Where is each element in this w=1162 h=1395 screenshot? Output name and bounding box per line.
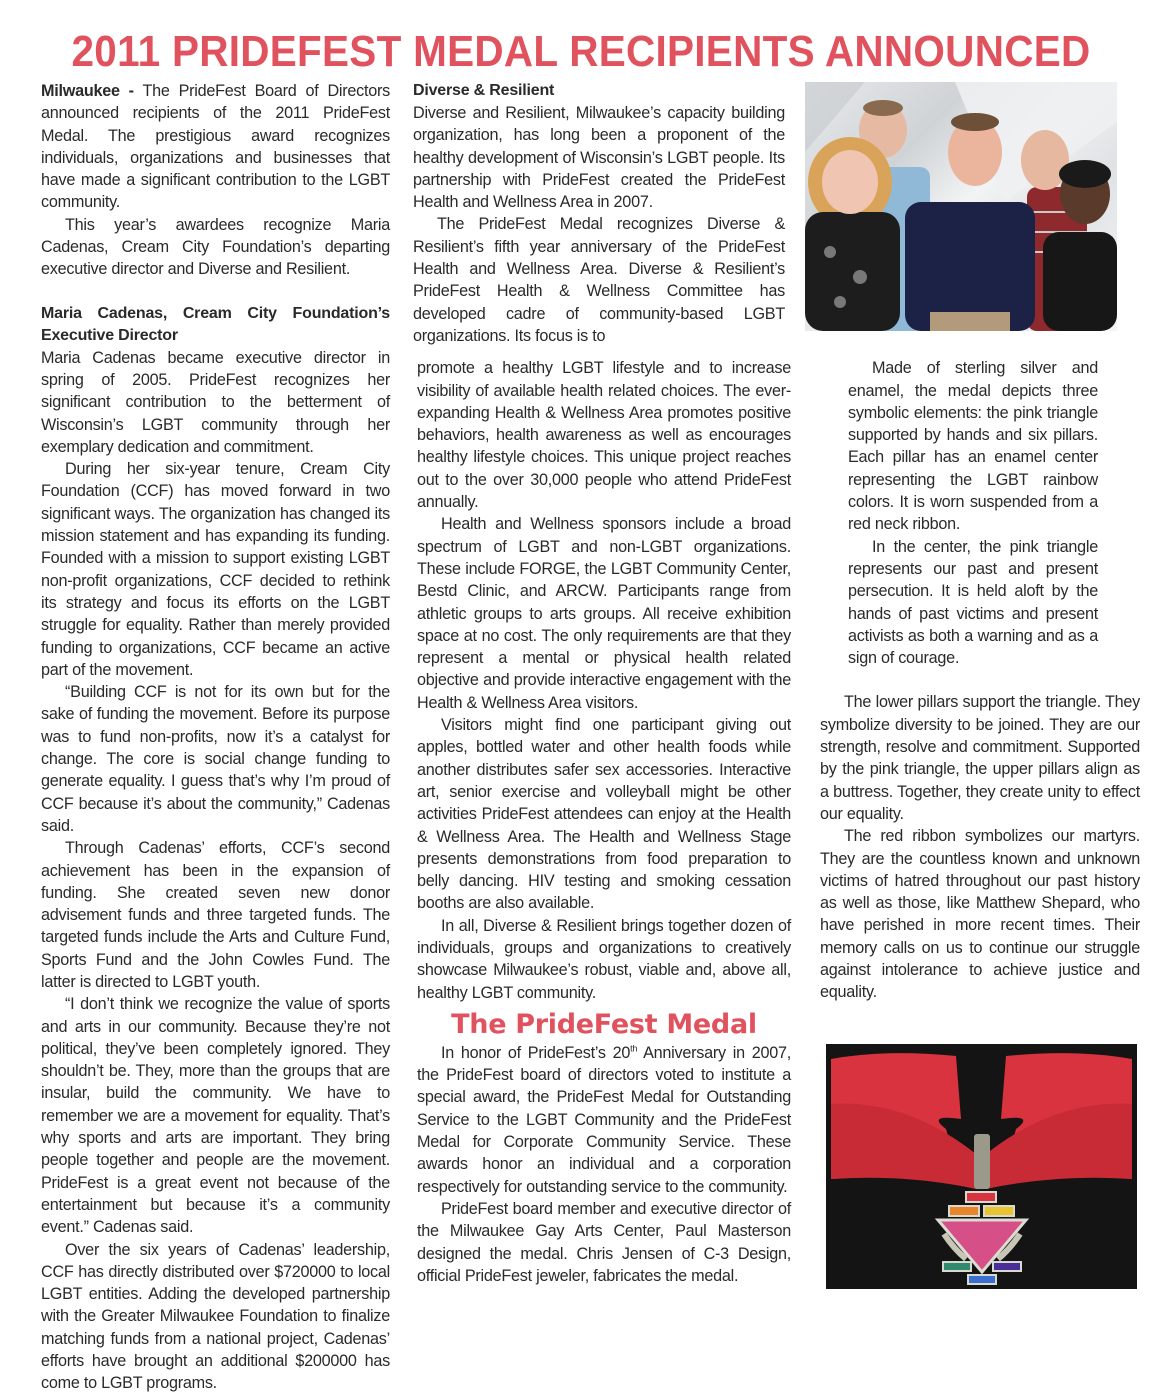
paragraph: Over the six years of Cadenas’ leadership, CCF has directly distributed over $720000 to local LGBT entities. Adding the developed partnership with the Greater Milwaukee Foundation to finalize matching funds from a national project, Cadenas’ efforts have brought an additional $200000 has come to LGBT programs. [41, 1240, 390, 1393]
dateline: Milwaukee - [41, 82, 134, 100]
paragraph: Health and Wellness sponsors include a broad spectrum of LGBT and non-LGBT organizations. These include FORGE, the LGBT Community Center, Bestd Clinic, and ARCW. Participants range from athletic groups to arts groups. All receive exhibition space at no cost. The only requirements are that they represent a mental or physical health related objective and provide interactive engagement with the Health & Wellness Area visitors. [417, 515, 791, 712]
column-3-bottom [820, 691, 1140, 1003]
ordinal-suffix: th [630, 1043, 638, 1054]
group-photo [805, 82, 1117, 331]
intro-paragraph-2: This year’s awardees recognize Maria Cadenas, Cream City Foundation’s departing executive director and Diverse and Resilient. [41, 215, 390, 279]
paragraph: In all, Diverse & Resilient brings together dozen of individuals, groups and organizations to creatively showcase Milwaukee’s robust, viable and, above all, healthy LGBT community. [417, 916, 791, 1002]
paragraph: Made of sterling silver and enamel, the medal depicts three symbolic elements: the pink triangle supported by hands and six pillars. Each pillar has an enamel center representing the LGBT rainbow colors. It is worn suspended from a red neck ribbon. [848, 359, 1098, 534]
column-1 [41, 80, 390, 1395]
paragraph: The PrideFest Medal recognizes Diverse & Resilient’s fifth year anniversary of the PrideFest Health and Wellness Area. Diverse & Resilient’s PrideFest Health & Wellness Committee has developed cadre of community-based LGBT organizations. Its focus is to [413, 215, 785, 345]
paragraph: “Building CCF is not for its own but for the sake of funding the movement. Before its purpose was to fund non-profits, now it’s a catalyst for change. The core is social change funding to generate equality. I guess that’s why I’m proud of CCF because it’s about the community,” Cadenas said. [41, 683, 390, 835]
headline: 2011 PRIDEFEST MEDAL RECIPIENTS ANNOUNCED [71, 27, 1091, 76]
paragraph [417, 1042, 791, 1198]
bottom-row [413, 357, 1140, 1288]
group-photo-illustration [805, 82, 1117, 331]
paragraph: The lower pillars support the triangle. They symbolize diversity to be joined. They are our strength, resolve and commitment. Supported by the pink triangle, the upper pillars align as a buttress. Together, they create unity to effect our equality. [820, 693, 1140, 823]
paragraph: During her six-year tenure, Cream City Foundation (CCF) has moved forward in two significant ways. The organization has changed its mission statement and has expanding its funding. Founded with a mission to support existing LGBT non-profit organizations, CCF decided to rethink its strategy and focus its efforts on the LGBT struggle for equality. Rather than merely provided funding to organizations, CCF became an active part of the movement. [41, 460, 390, 679]
medal-text-1: In honor of PrideFest’s 20 [441, 1043, 631, 1062]
columns-2-3 [413, 80, 1140, 1289]
paragraph: The red ribbon symbolizes our martyrs. They are the countless known and unknown victims of hatred throughout our past history as well as those, like Matthew Shepard, who have perished in more recent times. Their memory calls on us to continue our struggle against intolerance to achieve justice and equality. [820, 827, 1140, 1002]
section-heading-diverse-resilient: Diverse & Resilient [413, 82, 555, 99]
medal-text-2: Anniversary in 2007, the PrideFest board of directors voted to institute a special award, the PrideFest Medal for Outstanding Service to the LGBT Community and the PrideFest Medal for Corporate Community Service. These awards honor an individual and a corporation respectively for outstanding service to the community. [417, 1043, 791, 1196]
paragraph: In the center, the pink triangle represents our past and present persecution. It is held aloft by the hands of past victims and present activists as both a warning and as a sign of courage. [848, 537, 1098, 668]
paragraph: Through Cadenas’ efforts, CCF’s second achievement has been in the expansion of funding. She created seven new donor advisement funds and three targeted funds. The targeted funds include the Arts and Culture Fund, Sports Fund and the John Cowles Fund. The latter is directed to LGBT youth. [41, 839, 390, 991]
column-3-top [848, 357, 1098, 669]
paragraph: “I don’t think we recognize the value of sports and arts in our community. Because they’re not political, they’ve been completely ignored. They shouldn’t be. They, more than the groups that are insular, build the community. We have to remember we are a movement for equality. That’s why sports and arts are important. They bring people together and people are the movement. PrideFest is a great event not because of the entertainment but because it’s a community event.” Cadenas said. [41, 995, 390, 1237]
article-body [0, 76, 1162, 1395]
column-3 [820, 357, 1140, 1288]
medal-section-heading: The PrideFest Medal [451, 1008, 757, 1040]
intro-text: The PrideFest Board of Directors announced recipients of the 2011 PrideFest Medal. The prestigious award recognizes individuals, organizations and businesses that have made a significant contribution to the LGBT community. [41, 82, 390, 212]
section-heading-cadenas: Maria Cadenas, Cream City Foundation’s Executive Director [41, 304, 390, 344]
medal-photo [826, 1044, 1137, 1289]
medal-illustration [826, 1044, 1137, 1289]
paragraph: Maria Cadenas became executive director in spring of 2005. PrideFest recognizes her significant contribution to the betterment of Wisconsin’s LGBT community through her exemplary dedication and commitment. [41, 348, 390, 456]
intro-paragraph [41, 80, 390, 214]
column-2-top [413, 80, 785, 347]
paragraph: PrideFest board member and executive director of the Milwaukee Gay Arts Center, Paul Masterson designed the medal. Chris Jensen of C-3 Design, official PrideFest jeweler, fabricates the medal. [417, 1199, 791, 1285]
paragraph: Visitors might find one participant giving out apples, bottled water and other health foods while another distributes safer sex accessories. Interactive art, senior exercise and volleyball might be other activities PrideFest attendees can enjoy at the Health & Wellness Area. The Health and Wellness Stage presents demonstrations from food preparation to belly dancing. HIV testing and smoking cessation booths are also available. [417, 716, 791, 913]
top-row [413, 80, 1140, 347]
column-2-bottom [417, 357, 791, 1287]
paragraph: Diverse and Resilient, Milwaukee’s capacity building organization, has long been a proponent of the healthy development of Wisconsin’s LGBT people. Its partnership with PrideFest created the PrideFest Health and Wellness Area in 2007. [413, 104, 785, 212]
paragraph: promote a healthy LGBT lifestyle and to increase visibility of available health related choices. The ever-expanding Health & Wellness Area promotes positive behaviors, health awareness as well as encourages healthy lifestyle choices. This unique project reaches out to the over 30,000 people who attend PrideFest annually. [417, 359, 791, 512]
